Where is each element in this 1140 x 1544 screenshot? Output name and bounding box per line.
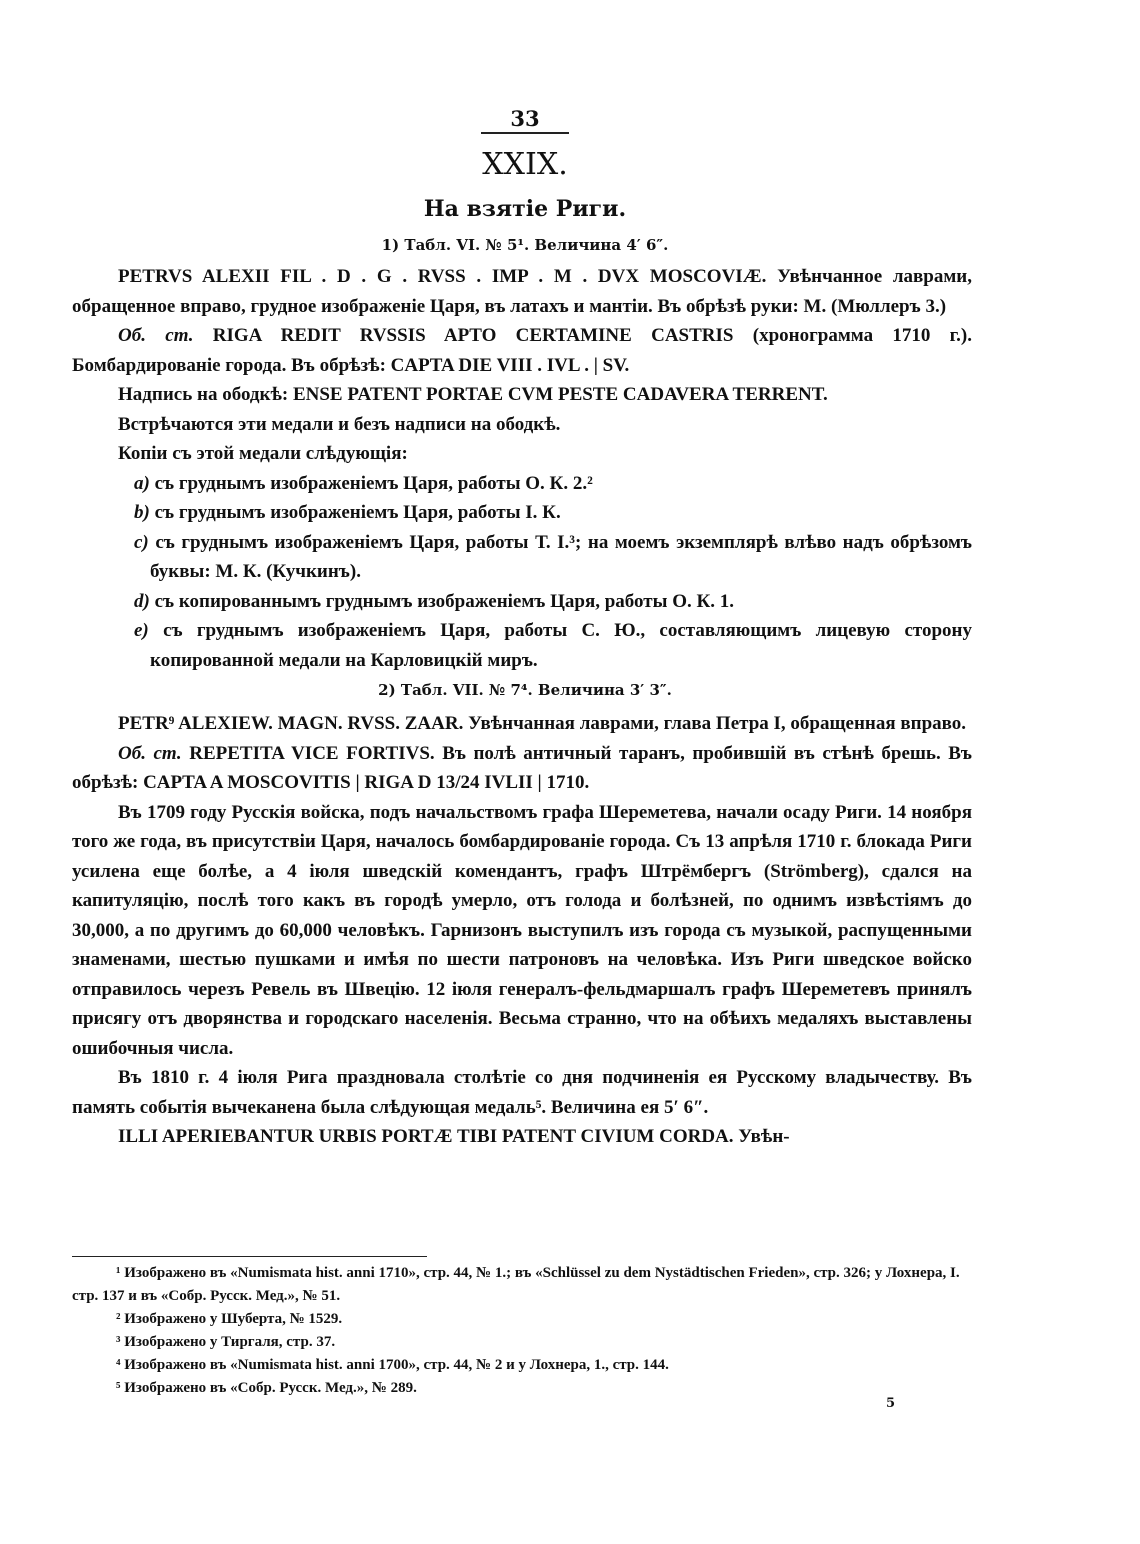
section-heading: На взятіе Риги. (423, 196, 627, 222)
medal1-reverse-text: RIGA REDIT RVSSIS APTO CERTAMINE CASTRIS (хронограмма 1710 г.). Бомбардированіе города. Въ обрѣзѣ: CAPTA DIE VIII . IVL . | SV. (72, 325, 972, 376)
copy-item (72, 498, 972, 528)
medal2-obverse: PETR⁹ ALEXIEW. MAGN. RVSS. ZAAR. Увѣнчанная лаврами, глава Петра I, обращенная вправо. (118, 713, 967, 734)
medal2-caption-row (72, 675, 972, 709)
medal1-note: Встрѣчаются эти медали и безъ надписи на ободкѣ. (118, 413, 561, 435)
page-number: 33 (510, 106, 540, 131)
main-text (72, 262, 972, 1152)
footnote: ³ Изображено у Тиргаля, стр. 37. (116, 1334, 336, 1350)
footnote-rule (72, 1256, 427, 1257)
copy-text: съ груднымъ изображеніемъ Царя, работы С. Ю., составляющимъ лицевую сторону копированной медали на Карловицкій миръ. (150, 620, 973, 671)
medal1-obverse: PETRVS ALEXII FIL . D . G . RVSS . IMP . M . DVX MOSCOVIÆ. Увѣнчанное лаврами, обращенное вправо, грудное изображеніе Царя, въ латахъ и мантіи. Въ обрѣзѣ руки: М. (Мюллеръ 3.) (72, 266, 972, 317)
footnote: ¹ Изображено въ «Numismata hist. anni 1710», стр. 44, № 1.; въ «Schlüssel zu dem Nystädtischen Frieden», стр. 326; у Лохнера, I. стр. 137 и въ «Собр. Русск. Мед.», № 51. (72, 1265, 960, 1304)
copy-letter: e) (134, 620, 149, 641)
copy-letter: a) (134, 472, 150, 494)
medal1-copies-intro: Копіи съ этой медали слѣдующія: (118, 443, 408, 464)
copy-item (72, 616, 972, 675)
signature-mark: 5 (886, 1396, 896, 1411)
copy-text: съ груднымъ изображеніемъ Царя, работы О. К. 2.² (154, 472, 593, 494)
centenary-paragraph: Въ 1810 г. 4 іюля Рига праздновала столѣтіе со дня подчиненія ея Русскому владычеству. Въ память событія вычеканена была слѣдующая медаль⁵. Величина ея 5′ 6″. (72, 1067, 972, 1118)
medal1-reverse-label: Об. ст. (118, 325, 194, 346)
medal2-reverse (72, 739, 972, 798)
footnote: ⁴ Изображено въ «Numismata hist. anni 1700», стр. 44, № 2 и у Лохнера, 1., стр. 144. (116, 1357, 669, 1373)
copy-item (72, 587, 972, 617)
footnotes (72, 1262, 972, 1400)
copy-item (72, 469, 972, 499)
copy-item (72, 528, 972, 587)
copy-letter: d) (134, 590, 150, 612)
medal2-reverse-label: Об. ст. (118, 742, 182, 764)
medal1-edge: Надпись на ободкѣ: ENSE PATENT PORTAE CVM PESTE CADAVERA TERRENT. (118, 384, 828, 405)
medal2-caption: 2) Табл. VII. № 7⁴. Величина 3′ 3″. (378, 681, 672, 699)
medal2-reverse-text: REPETITA VICE FORTIVS. Въ полѣ античный таранъ, пробившій въ стѣнѣ брешь. Въ обрѣзѣ: CAPTA A MOSCOVITIS | RIGA D 13/24 IVLII | 1710. (72, 742, 972, 793)
copy-text: съ груднымъ изображеніемъ Царя, работы Т. I.³; на моемъ экземплярѣ влѣво надъ обрѣзомъ буквы: М. К. (Кучкинъ). (150, 531, 973, 582)
final-line: ILLI APERIEBANTUR URBIS PORTÆ TIBI PATENT CIVIUM CORDA. Увѣн- (118, 1126, 790, 1147)
medal1-reverse (72, 321, 972, 380)
history-paragraph: Въ 1709 году Русскія войска, подъ начальствомъ графа Шереметева, начали осаду Риги. 14 ноября того же года, въ присутствіи Царя, началось бомбардированіе города. Съ 13 апрѣля 1710 г. блокада Риги усилена еще болѣе, а 4 іюля шведскій комендантъ, графъ Штрёмбергъ (Strömberg), сдался на капитуляцію, послѣ того какъ въ городѣ умерло, отъ голода и болѣзней, по однимъ извѣстіямъ до 30,000, а по другимъ до 60,000 человѣкъ. Гарнизонъ выступилъ изъ города съ музыкой, распущенными знаменами, шестью пушками и имѣя по шести патроновъ на человѣка. Изъ Риги шведское войско отправилось черезъ Ревель въ Швецію. 12 іюля генералъ-фельдмаршалъ графъ Шереметевъ принялъ присягу отъ дворянства и городскаго населенія. Весьма странно, что на обѣихъ медаляхъ выставлены ошибочныя числа. (72, 801, 972, 1059)
section-numeral: XXIX. (482, 147, 568, 182)
medal1-caption: 1) Табл. VI. № 5¹. Величина 4′ 6″. (381, 236, 669, 254)
footnote: ⁵ Изображено въ «Собр. Русск. Мед.», № 289. (116, 1380, 417, 1396)
footnote: ² Изображено у Шуберта, № 1529. (116, 1311, 343, 1327)
copy-text: съ груднымъ изображеніемъ Царя, работы I. К. (154, 502, 561, 523)
page-number-rule (481, 132, 569, 134)
copy-letter: c) (134, 531, 149, 553)
copy-letter: b) (134, 502, 150, 523)
copy-text: съ копированнымъ груднымъ изображеніемъ Царя, работы О. К. 1. (154, 590, 735, 612)
